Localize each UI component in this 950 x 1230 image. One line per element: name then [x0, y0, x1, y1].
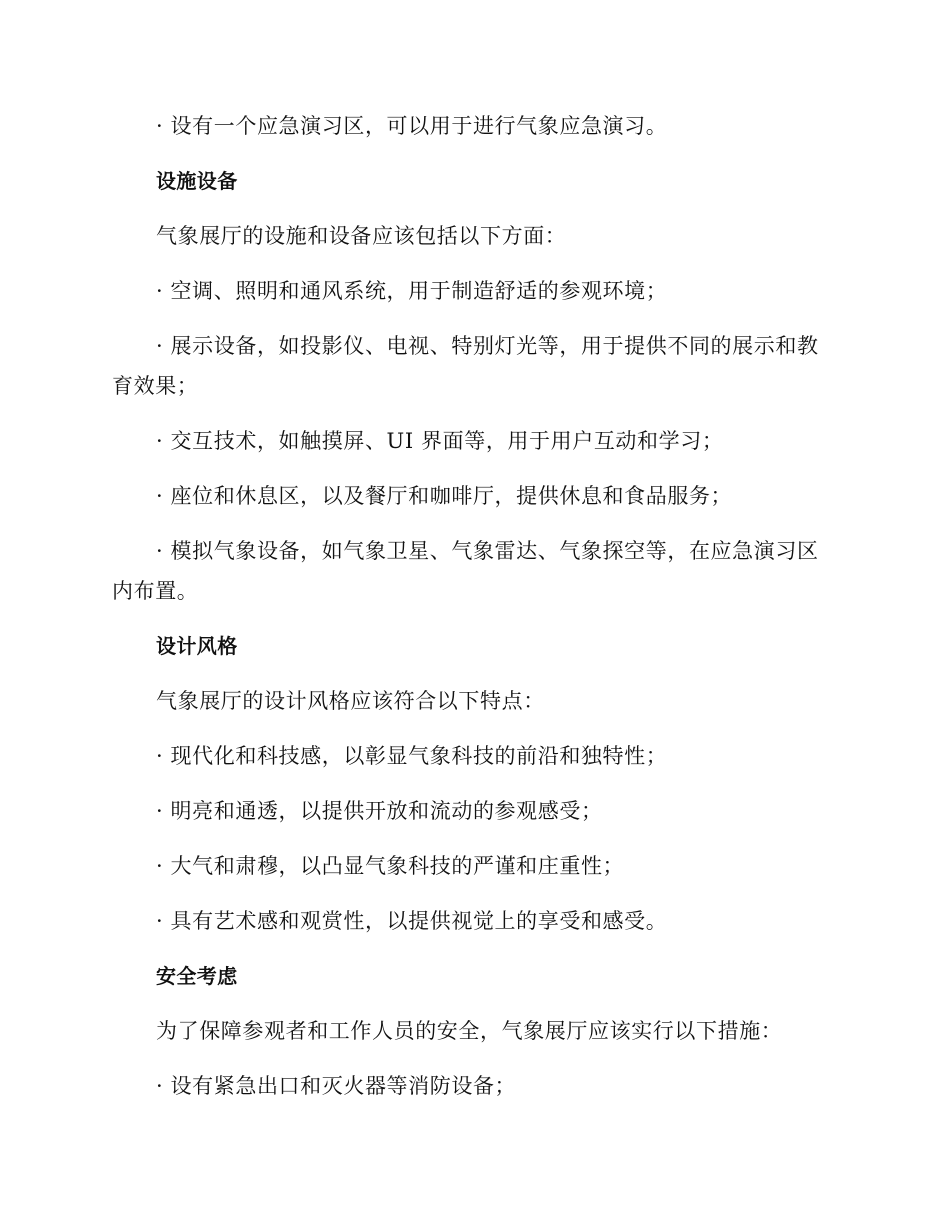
section-heading-facilities: 设施设备	[156, 169, 238, 193]
bullet-emergency-exits: · 设有紧急出口和灭火器等消防设备；	[156, 1074, 517, 1098]
document-body	[112, 106, 822, 1121]
bullet-simulated-weather-equipment: · 模拟气象设备，如气象卫星、气象雷达、气象探空等，在应急演习区内布置。	[112, 539, 819, 603]
bullet-interactive-tech: · 交互技术，如触摸屏、UI 界面等，用于用户互动和学习；	[156, 429, 724, 453]
bullet-emergency-drill-area: · 设有一个应急演习区，可以用于进行气象应急演习。	[156, 114, 668, 138]
design-style-intro: 气象展厅的设计风格应该符合以下特点：	[156, 689, 545, 713]
bullet-bright-open: · 明亮和通透，以提供开放和流动的参观感受；	[156, 799, 603, 823]
bullet-seating-rest-area: · 座位和休息区，以及餐厅和咖啡厅，提供休息和食品服务；	[156, 484, 733, 508]
bullet-modern-tech: · 现代化和科技感，以彰显气象科技的前沿和独特性；	[156, 744, 668, 768]
bullet-artistic: · 具有艺术感和观赏性，以提供视觉上的享受和感受。	[156, 909, 668, 933]
safety-intro: 为了保障参观者和工作人员的安全，气象展厅应该实行以下措施：	[156, 1019, 783, 1043]
section-heading-safety: 安全考虑	[156, 964, 238, 988]
bullet-hvac-lighting: · 空调、照明和通风系统，用于制造舒适的参观环境；	[156, 279, 668, 303]
section-heading-design-style: 设计风格	[156, 634, 238, 658]
bullet-solemn: · 大气和肃穆，以凸显气象科技的严谨和庄重性；	[156, 854, 625, 878]
facilities-intro: 气象展厅的设施和设备应该包括以下方面：	[156, 224, 567, 248]
bullet-display-equipment: · 展示设备，如投影仪、电视、特别灯光等，用于提供不同的展示和教育效果；	[112, 334, 819, 398]
